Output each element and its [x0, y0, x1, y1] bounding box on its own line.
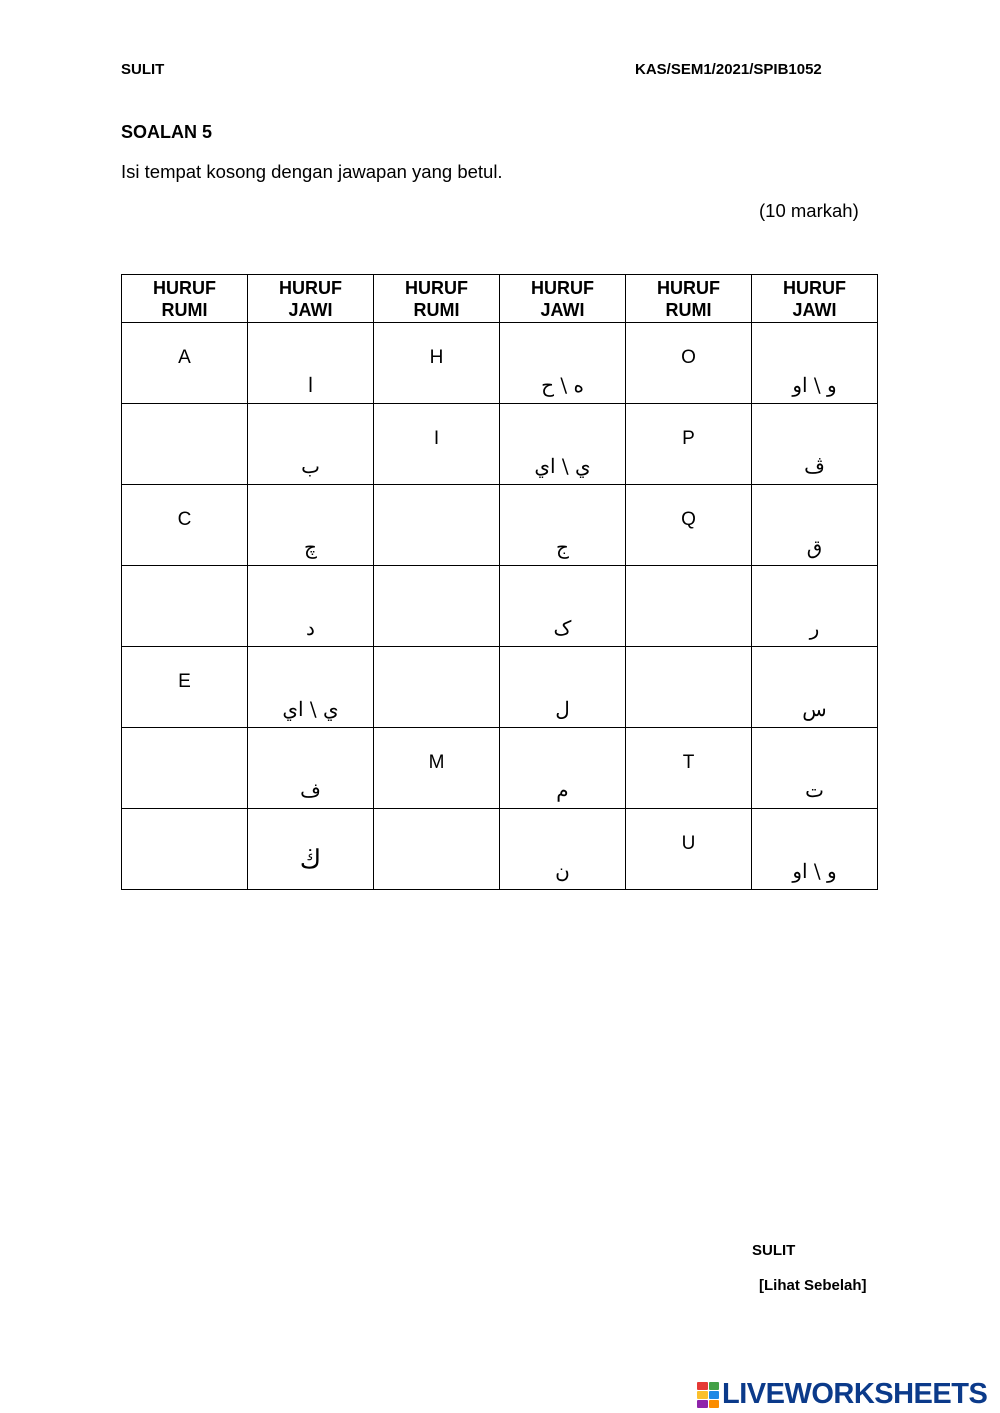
rumi-letter: M: [428, 752, 445, 773]
rumi-letter: O: [681, 347, 696, 368]
rumi-cell: [374, 728, 500, 809]
table-row: [122, 809, 878, 890]
jawi-cell: [500, 485, 626, 566]
rumi-cell: [626, 809, 752, 890]
table-row: [122, 485, 878, 566]
rumi-cell: [374, 323, 500, 404]
jawi-cell: [500, 404, 626, 485]
table-row: [122, 728, 878, 809]
rumi-blank-cell[interactable]: [122, 728, 248, 809]
jawi-cell: [248, 647, 374, 728]
jawi-letter: ن: [555, 859, 570, 883]
rumi-cell: [122, 323, 248, 404]
jawi-cell: [248, 728, 374, 809]
rumi-cell: [626, 485, 752, 566]
rumi-blank-cell[interactable]: [626, 566, 752, 647]
jawi-cell: [752, 809, 878, 890]
rumi-cell: [122, 485, 248, 566]
rumi-letter: P: [682, 428, 695, 449]
rumi-blank-cell[interactable]: [122, 809, 248, 890]
jawi-cell: [248, 566, 374, 647]
rumi-blank-cell[interactable]: [374, 566, 500, 647]
header-paper-code: KAS/SEM1/2021/SPIB1052: [635, 61, 822, 78]
liveworksheets-logo-icon: [697, 1382, 719, 1408]
jawi-cell: [248, 404, 374, 485]
logo-tile: [709, 1391, 720, 1399]
jawi-letter: ل: [555, 697, 570, 721]
logo-tile: [697, 1391, 708, 1399]
jawi-letter: ق: [806, 535, 823, 559]
jawi-letter: س: [802, 697, 827, 721]
jawi-cell: [500, 809, 626, 890]
jawi-letter: ک: [553, 616, 572, 640]
rumi-blank-cell[interactable]: [374, 485, 500, 566]
jawi-cell: [752, 728, 878, 809]
header-huruf-rumi: HURUF RUMI: [374, 275, 500, 323]
liveworksheets-logo[interactable]: [697, 1378, 987, 1411]
jawi-cell: [752, 323, 878, 404]
jawi-letter: چ: [304, 535, 317, 559]
rumi-letter: C: [177, 509, 192, 530]
jawi-letter: ج: [556, 535, 569, 559]
header-huruf-rumi: HURUF RUMI: [626, 275, 752, 323]
rumi-letter: U: [681, 833, 696, 854]
header-huruf-jawi: HURUF JAWI: [752, 275, 878, 323]
table-row: [122, 323, 878, 404]
jawi-letter: ا: [307, 373, 314, 397]
logo-tile: [697, 1382, 708, 1390]
question-marks: (10 markah): [759, 200, 859, 221]
jawi-letter: م: [556, 778, 569, 802]
jawi-cell: [500, 323, 626, 404]
jawi-cell: [752, 566, 878, 647]
jawi-letter: و \ او: [792, 373, 837, 397]
logo-tile: [709, 1382, 720, 1390]
rumi-letter: Q: [681, 509, 696, 530]
logo-tile: [709, 1400, 720, 1408]
jawi-letter: ي \ اي: [282, 697, 339, 721]
jawi-letter: و \ او: [792, 859, 837, 883]
footer-sulit: SULIT: [752, 1242, 796, 1259]
question-title: SOALAN 5: [121, 122, 213, 142]
rumi-letter: A: [178, 347, 191, 368]
question-instruction: Isi tempat kosong dengan jawapan yang betul.: [121, 161, 503, 182]
rumi-cell: [374, 404, 500, 485]
rumi-blank-cell[interactable]: [626, 647, 752, 728]
table-row: [122, 566, 878, 647]
jawi-letter: د: [306, 616, 315, 640]
footer-next-page: [Lihat Sebelah]: [759, 1277, 867, 1294]
rumi-letter: T: [682, 752, 695, 773]
jawi-letter: ه \ ح: [541, 373, 584, 397]
rumi-cell: [626, 728, 752, 809]
jawi-cell: [248, 809, 374, 890]
liveworksheets-wordmark: LIVEWORKSHEETS: [722, 1378, 988, 1410]
table-header-row: [122, 275, 878, 323]
rumi-blank-cell[interactable]: [374, 809, 500, 890]
table-row: [122, 404, 878, 485]
rumi-jawi-table: [121, 274, 878, 890]
jawi-letter: ر: [809, 616, 820, 640]
jawi-cell: [752, 485, 878, 566]
jawi-letter: ڤ: [804, 454, 825, 478]
jawi-letter: ت: [805, 778, 824, 802]
header-sulit: SULIT: [121, 61, 165, 78]
rumi-letter: E: [178, 671, 191, 692]
header-huruf-jawi: HURUF JAWI: [500, 275, 626, 323]
rumi-blank-cell[interactable]: [374, 647, 500, 728]
jawi-letter: ف: [300, 778, 321, 802]
jawi-letter: ب: [301, 454, 320, 478]
jawi-cell: [500, 728, 626, 809]
rumi-blank-cell[interactable]: [122, 404, 248, 485]
jawi-cell: [752, 404, 878, 485]
jawi-cell: [248, 485, 374, 566]
jawi-cell: [500, 566, 626, 647]
rumi-cell: [626, 323, 752, 404]
rumi-blank-cell[interactable]: [122, 566, 248, 647]
jawi-cell: [248, 323, 374, 404]
rumi-cell: [626, 404, 752, 485]
jawi-cell: [752, 647, 878, 728]
rumi-cell: [122, 647, 248, 728]
rumi-letter: H: [429, 347, 444, 368]
rumi-letter: I: [433, 428, 440, 449]
header-huruf-rumi: HURUF RUMI: [122, 275, 248, 323]
jawi-letter: ي \ اي: [534, 454, 591, 478]
jawi-letter: ڬ: [299, 845, 322, 875]
logo-tile: [697, 1400, 708, 1408]
header-huruf-jawi: HURUF JAWI: [248, 275, 374, 323]
table-row: [122, 647, 878, 728]
jawi-cell: [500, 647, 626, 728]
